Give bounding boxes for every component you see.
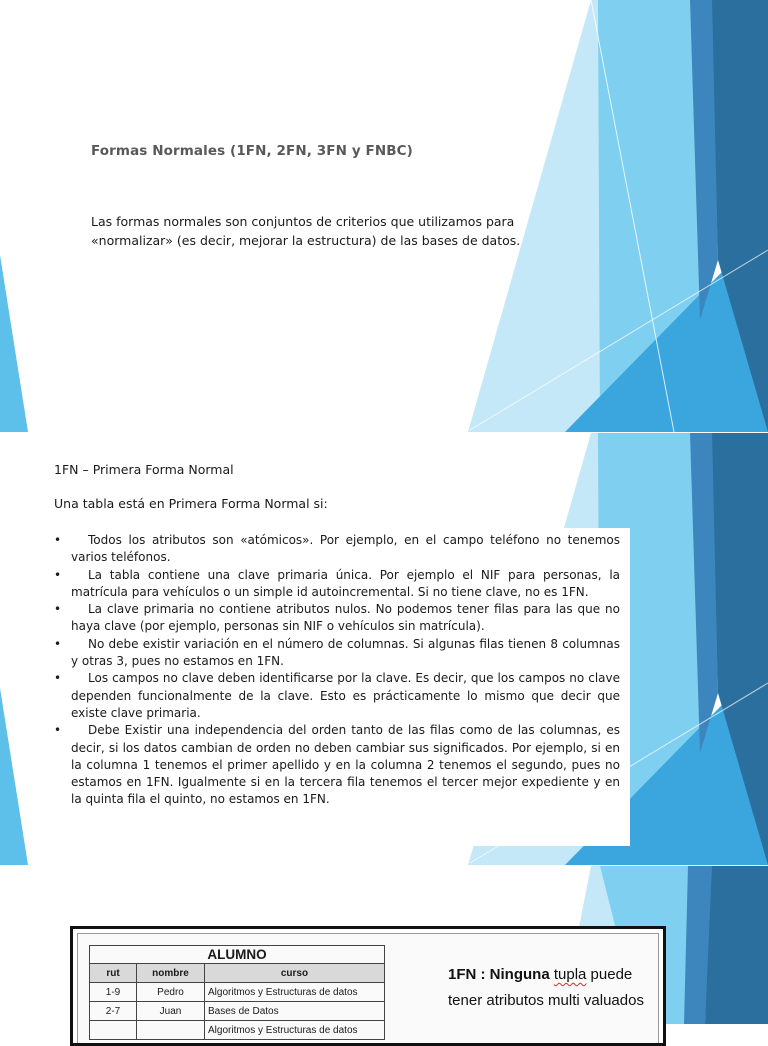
slide-1-title: Formas Normales (1FN, 2FN, 3FN y FNBC)	[91, 143, 413, 159]
list-item-text: La clave primaria no contiene atributos nulos. No podemos tener filas para las que no haya clave (por ejemplo, personas sin NIF o vehículos sin matrícula).	[71, 602, 620, 634]
table-cell	[90, 1021, 137, 1040]
table-cell: Pedro	[137, 983, 205, 1002]
list-item	[54, 601, 620, 636]
body-line: Las formas normales son conjuntos de criterios que utilizamos para	[91, 214, 515, 229]
body-line: «normalizar» (es decir, mejorar la estructura) de las bases de datos.	[91, 233, 521, 248]
table-cell: Juan	[137, 1002, 205, 1021]
table-cell: Algoritmos y Estructuras de datos	[205, 1021, 385, 1040]
list-item-text: Los campos no clave deben identificarse por la clave. Es decir, que los campos no clave dependen funcionalmente de la clave. Esto es prácticamente lo mismo que decir que existe clave primaria.	[71, 671, 620, 720]
table-cell: Bases de Datos	[205, 1002, 385, 1021]
table-cell: 1-9	[90, 983, 137, 1002]
column-header: nombre	[137, 964, 205, 983]
left-accent-shape	[0, 688, 28, 865]
bullet-icon: •	[54, 723, 62, 738]
slide-2	[0, 433, 768, 865]
table-cell: Algoritmos y Estructuras de datos	[205, 983, 385, 1002]
table-cell: 2-7	[90, 1002, 137, 1021]
bullet-icon: •	[54, 602, 62, 617]
list-item-text: Debe Existir una independencia del orden tanto de las filas como de las columnas, es decir, si los datos cambian de orden no deben cambiar sus significados. Por ejemplo, si en la columna 1 tenemos el primer apellido y en la columna 2 tenemos el segundo, pues no estamos en 1FN. Igualmente si en la tercera fila tenemos el tercer mejor expediente y en la quinta fila el quinto, no estamos en 1FN.	[71, 723, 620, 807]
rule-line: tener atributos multi valuados	[448, 992, 644, 1009]
table-caption: ALUMNO	[89, 945, 385, 963]
list-item-text: La tabla contiene una clave primaria única. Por ejemplo el NIF para personas, la matrícula para vehículos o un simple id autoincremental. Si no tiene clave, no es 1FN.	[71, 567, 620, 599]
slide-2-title: 1FN – Primera Forma Normal	[54, 462, 234, 477]
bullet-icon: •	[54, 636, 62, 651]
rule-underlined-word: tupla	[553, 966, 587, 983]
list-item	[54, 636, 620, 671]
list-item	[54, 567, 620, 602]
list-item	[54, 722, 620, 808]
list-item-text: No debe existir variación en el número de columnas. Si algunas filas tienen 8 columnas y otras 3, pues no estamos en 1FN.	[71, 636, 620, 669]
criteria-list	[54, 532, 620, 809]
table-row	[90, 983, 385, 1002]
slide-2-intro: Una tabla está en Primera Forma Normal si:	[54, 496, 328, 511]
table-row	[90, 1002, 385, 1021]
rule-prefix: 1FN : Ninguna	[448, 966, 550, 983]
rule-text	[448, 962, 688, 1014]
deco-shape-dark	[705, 866, 768, 1024]
bullet-icon: •	[54, 533, 62, 547]
table-header-row	[90, 964, 385, 983]
slide-1-body	[91, 212, 561, 250]
left-accent-shape	[0, 255, 28, 432]
slide-3	[0, 866, 768, 1036]
column-header: rut	[90, 964, 137, 983]
bullet-icon: •	[54, 671, 62, 686]
table-screenshot	[70, 926, 666, 1046]
table-row	[90, 1021, 385, 1040]
rule-suffix: puede	[590, 966, 633, 983]
alumno-table	[89, 945, 385, 1040]
column-header: curso	[205, 964, 385, 983]
slide-1	[0, 0, 768, 432]
bullet-icon: •	[54, 567, 62, 582]
rule-line	[448, 962, 688, 988]
list-item	[54, 670, 620, 722]
list-item-text: Todos los atributos son «atómicos». Por ejemplo, en el campo teléfono no tenemos varios teléfonos.	[71, 533, 620, 565]
list-item	[54, 532, 620, 567]
table-cell	[137, 1021, 205, 1040]
